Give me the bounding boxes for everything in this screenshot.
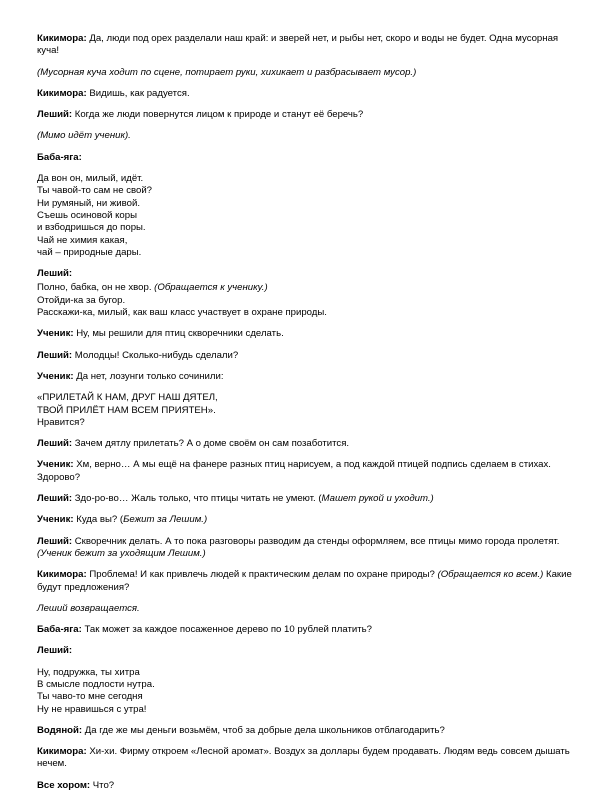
dialogue-text: Здо-ро-во… Жаль только, что птицы читать не умеют. ( (72, 493, 322, 505)
paragraph (37, 33, 577, 58)
speaker-name: Ученик: (37, 370, 74, 382)
verse-line: и взбодришься до поры. (37, 222, 146, 234)
paragraph (37, 624, 577, 636)
speaker-name: Кикимора: (37, 87, 87, 99)
paragraph (37, 109, 577, 121)
paragraph (37, 152, 577, 164)
paragraph (37, 645, 577, 657)
stage-direction: Машет рукой и уходит.) (321, 493, 434, 505)
speaker-name: Кикимора: (37, 569, 87, 581)
verse-block (37, 173, 577, 259)
dialogue-text: Так может за каждое посаженное дерево по 10 рублей платить? (81, 624, 372, 636)
verse-line: «ПРИЛЕТАЙ К НАМ, ДРУГ НАШ ДЯТЕЛ, (37, 392, 218, 404)
paragraph (37, 268, 577, 280)
stage-direction: Леший возвращается. (37, 602, 140, 614)
dialogue-text: Да, люди под орех разделали наш край: и зверей нет, и рыбы нет, скоро и воды не будет. Одна мусорная куча! (37, 33, 559, 57)
speaker-name: Ученик: (37, 514, 74, 526)
speaker-name: Леший: (37, 438, 73, 450)
dialogue-text: Куда вы? ( (73, 514, 124, 526)
verse-line: ТВОЙ ПРИЛЁТ НАМ ВСЕМ ПРИЯТЕН». (37, 404, 216, 416)
paragraph (37, 493, 577, 505)
verse-line: В смысле подлости нутра. (37, 678, 155, 690)
verse-line: Полно, бабка, он не хвор. (Обращается к ученику.) (37, 282, 268, 294)
paragraph (37, 67, 577, 79)
verse-block (37, 667, 577, 716)
dialogue-text: Что? (90, 779, 115, 791)
dialogue-text: Ну, мы решили для птиц скворечники сделать. (73, 328, 284, 340)
verse-line: Ни румяный, ни живой. (37, 197, 140, 209)
speaker-name: Кикимора: (37, 746, 87, 758)
speaker-name: Кикимора: (37, 33, 87, 44)
dialogue-text: Хи-хи. Фирму откроем «Лесной аромат». Воздух за доллары будем продавать. Людям ведь совсем дышать нечем. (37, 746, 570, 770)
speaker-name: Баба-яга: (37, 624, 82, 636)
paragraph (37, 328, 577, 340)
speaker-name: Леший: (37, 349, 73, 361)
paragraph (37, 350, 577, 362)
stage-direction: (Обращается ко всем.) (437, 569, 544, 581)
paragraph (37, 725, 577, 737)
verse-line: Ну не нравишься с утра! (37, 703, 147, 715)
dialogue-text: Видишь, как радуется. (86, 87, 190, 99)
document-page (37, 33, 577, 801)
stage-direction: Бежит за Лешим.) (123, 514, 208, 526)
speaker-name: Баба-яга: (37, 151, 82, 163)
speaker-name: Леший: (37, 493, 73, 505)
verse-line: Ты чавой-то сам не свой? (37, 185, 153, 197)
speaker-name: Леший: (37, 645, 73, 657)
verse-line: Чай не химия какая, (37, 234, 128, 246)
paragraph (37, 780, 577, 792)
verse-line: Отойди-ка за бугор. (37, 294, 126, 306)
verse-line: Ты чаво-то мне сегодня (37, 691, 143, 703)
stage-direction: (Обращается к ученику.) (154, 282, 268, 294)
verse-line: чай – природные дары. (37, 246, 142, 258)
verse-line: Да вон он, милый, идёт. (37, 173, 144, 185)
stage-direction: (Ученик бежит за уходящим Лешим.) (37, 547, 206, 559)
paragraph (37, 371, 577, 383)
paragraph (37, 603, 577, 615)
dialogue-text: Да нет, лозунги только сочинили: (73, 370, 224, 382)
paragraph (37, 514, 577, 526)
speaker-name: Леший: (37, 109, 73, 121)
speaker-name: Ученик: (37, 328, 74, 340)
verse-line: Нравится? (37, 416, 85, 428)
verse-block (37, 282, 577, 319)
speaker-name: Водяной: (37, 724, 83, 736)
paragraph (37, 88, 577, 100)
paragraph (37, 438, 577, 450)
verse-line: Расскажи-ка, милый, как ваш класс участвует в охране природы. (37, 307, 327, 319)
dialogue-text: Да где же мы деньги возьмём, чтоб за добрые дела школьников отблагодарить? (82, 724, 445, 736)
stage-direction: (Мимо идёт ученик). (37, 130, 131, 142)
verse-line: Ну, подружка, ты хитра (37, 666, 140, 678)
paragraph (37, 746, 577, 771)
stage-direction: (Мусорная куча ходит по сцене, потирает руки, хихикает и разбрасывает мусор.) (37, 66, 417, 78)
dialogue-text: Хм, верно… А мы ещё на фанере разных птиц нарисуем, а под каждой птицей подпись сделаем в стихах. Здорово? (37, 459, 551, 483)
dialogue-text: Зачем дятлу прилетать? А о доме своём он сам позаботится. (72, 438, 350, 450)
dialogue-text: Когда же люди повернутся лицом к природе и станут её беречь? (72, 109, 364, 121)
dialogue-text: Какие будут предложения? (37, 569, 572, 593)
paragraph (37, 130, 577, 142)
speaker-name: Леший: (37, 268, 73, 280)
paragraph (37, 569, 577, 594)
paragraph (37, 536, 577, 561)
speaker-name: Все хором: (37, 779, 91, 791)
dialogue-text: Проблема! И как привлечь людей к практическим делам по охране природы? (86, 569, 438, 581)
paragraph (37, 459, 577, 484)
verse-line: Съешь осиновой коры (37, 209, 137, 221)
speaker-name: Леший: (37, 535, 73, 547)
dialogue-text: Скворечник делать. А то пока разговоры разводим да стенды оформляем, все птицы мимо города пролетят. (72, 535, 560, 547)
speaker-name: Ученик: (37, 459, 74, 471)
verse-block (37, 392, 577, 429)
dialogue-text: Молодцы! Сколько-нибудь сделали? (72, 349, 239, 361)
